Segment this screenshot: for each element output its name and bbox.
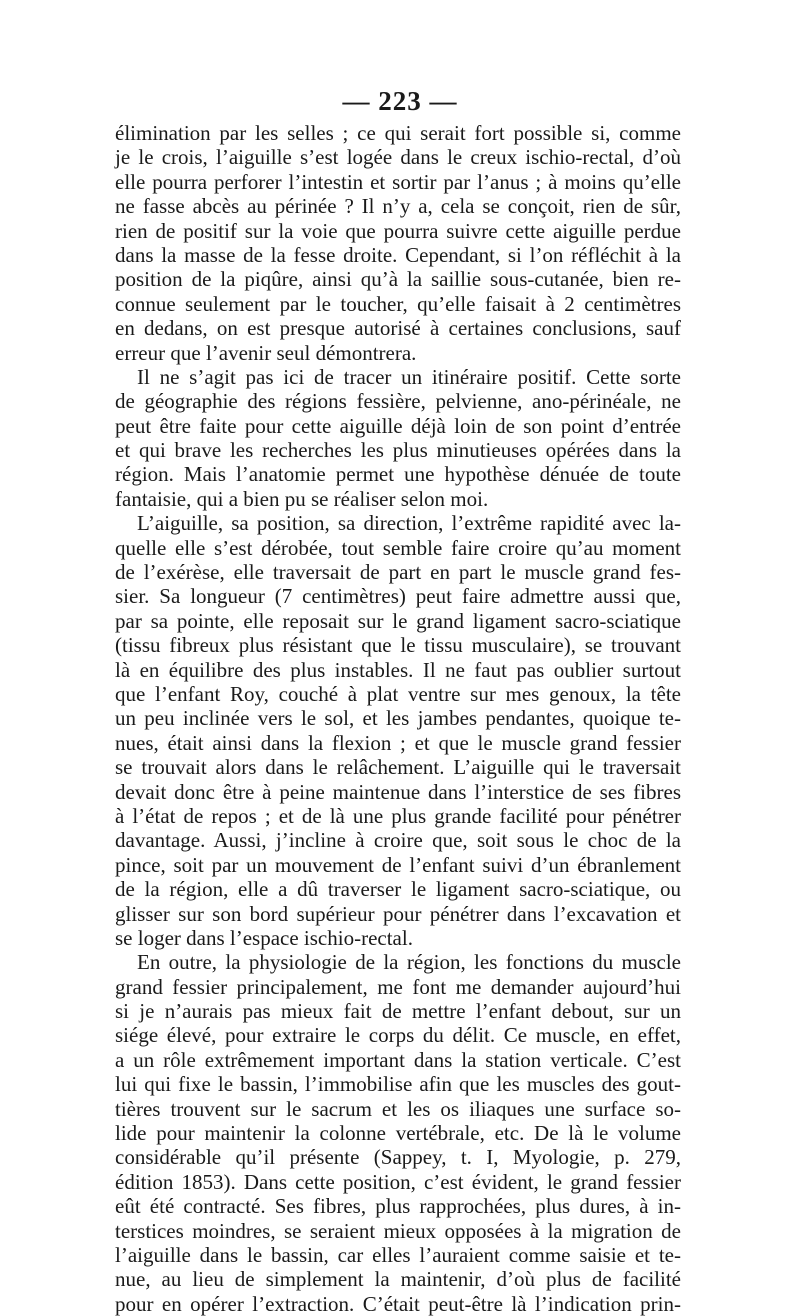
text-line: par sa pointe, elle reposait sur le grand ligament sacro-sciatique	[115, 608, 681, 633]
text-line: elle pourra perforer l’intestin et sortir par l’anus ; à moins qu’elle	[115, 169, 681, 194]
text-line: position de la piqûre, ainsi qu’à la saillie sous-cutanée, bien re-	[115, 267, 681, 292]
text-line: l’aiguille dans le bassin, car elles l’auraient comme saisie et te-	[115, 1242, 681, 1267]
text-line: de géographie des régions fessière, pelvienne, ano-périnéale, ne	[115, 389, 681, 414]
text-line: et qui brave les recherches les plus minutieuses opérées dans la	[115, 438, 681, 463]
body-text	[115, 121, 681, 1316]
text-line: tières trouvent sur le sacrum et les os iliaques une surface so-	[115, 1096, 681, 1121]
text-line: rien de positif sur la voie que pourra suivre cette aiguille perdue	[115, 218, 681, 243]
text-line: devait donc être à peine maintenue dans l’interstice de ses fibres	[115, 779, 681, 804]
text-line: lui qui fixe le bassin, l’immobilise afin que les muscles des gout-	[115, 1072, 681, 1097]
text-line: pour en opérer l’extraction. C’était peut-être là l’indication prin-	[115, 1291, 681, 1316]
text-line: sier. Sa longueur (7 centimètres) peut faire admettre aussi que,	[115, 584, 681, 609]
text-line: siége élevé, pour extraire le corps du délit. Ce muscle, en effet,	[115, 1023, 681, 1048]
text-line: en dedans, on est presque autorisé à certaines conclusions, sauf	[115, 316, 681, 341]
text-line: un peu inclinée vers le sol, et les jambes pendantes, quoique te-	[115, 706, 681, 731]
text-line: erreur que l’avenir seul démontrera.	[115, 340, 417, 365]
text-line: En outre, la physiologie de la région, les fonctions du muscle	[137, 950, 681, 975]
text-line: se trouvait alors dans le relâchement. L’aiguille qui le traversait	[115, 755, 681, 780]
text-line: davantage. Aussi, j’incline à croire que, soit sous le choc de la	[115, 828, 681, 853]
text-line: que l’enfant Roy, couché à plat ventre sur mes genoux, la tête	[115, 681, 681, 706]
text-line: connue seulement par le toucher, qu’elle faisait à 2 centimètres	[115, 291, 681, 316]
text-line: si je n’aurais pas mieux fait de mettre l’enfant debout, sur un	[115, 999, 681, 1024]
text-line: se loger dans l’espace ischio-rectal.	[115, 925, 413, 950]
text-line: nue, au lieu de simplement la maintenir, d’où plus de facilité	[115, 1267, 681, 1292]
text-line: je le crois, l’aiguille s’est logée dans le creux ischio-rectal, d’où	[115, 145, 681, 170]
text-line: fantaisie, qui a bien pu se réaliser selon moi.	[115, 486, 489, 511]
text-line: pince, soit par un mouvement de l’enfant suivi d’un ébranlement	[115, 852, 681, 877]
text-line: là en équilibre des plus instables. Il ne faut pas oublier surtout	[115, 657, 681, 682]
text-line: (tissu fibreux plus résistant que le tissu musculaire), se trouvant	[115, 633, 681, 658]
text-line: élimination par les selles ; ce qui serait fort possible si, comme	[115, 121, 681, 145]
text-line: à l’état de repos ; et de là une plus grande facilité pour pénétrer	[115, 803, 681, 828]
page-number: — 223 —	[342, 86, 458, 116]
text-line: a un rôle extrêmement important dans la station verticale. C’est	[115, 1047, 681, 1072]
text-line: édition 1853). Dans cette position, c’est évident, le grand fessier	[115, 1169, 681, 1194]
text-line: L’aiguille, sa position, sa direction, l’extrême rapidité avec la-	[137, 511, 681, 536]
text-line: grand fessier principalement, me font me demander aujourd’hui	[115, 974, 681, 999]
text-line: eût été contracté. Ses fibres, plus rapprochées, plus dures, à in-	[115, 1194, 681, 1219]
text-line: nues, était ainsi dans la flexion ; et que le muscle grand fessier	[115, 730, 681, 755]
text-line: lide pour maintenir la colonne vertébrale, etc. De là le volume	[115, 1121, 681, 1146]
text-line: peut être faite pour cette aiguille déjà loin de son point d’entrée	[115, 413, 681, 438]
text-line: de la région, elle a dû traverser le ligament sacro-sciatique, ou	[115, 877, 681, 902]
text-line: considérable qu’il présente (Sappey, t. I, Myologie, p. 279,	[115, 1145, 681, 1170]
text-line: ne fasse abcès au périnée ? Il n’y a, cela se conçoit, rien de sûr,	[115, 194, 681, 219]
text-line: région. Mais l’anatomie permet une hypothèse dénuée de toute	[115, 462, 681, 487]
text-line: glisser sur son bord supérieur pour pénétrer dans l’excavation et	[115, 901, 681, 926]
text-line: terstices moindres, se seraient mieux opposées à la migration de	[115, 1218, 681, 1243]
text-line: dans la masse de la fesse droite. Cependant, si l’on réfléchit à la	[115, 242, 681, 267]
text-line: de l’exérèse, elle traversait de part en part le muscle grand fes-	[115, 560, 681, 585]
text-line: Il ne s’agit pas ici de tracer un itinéraire positif. Cette sorte	[137, 364, 681, 389]
text-line: quelle elle s’est dérobée, tout semble faire croire qu’au moment	[115, 535, 681, 560]
